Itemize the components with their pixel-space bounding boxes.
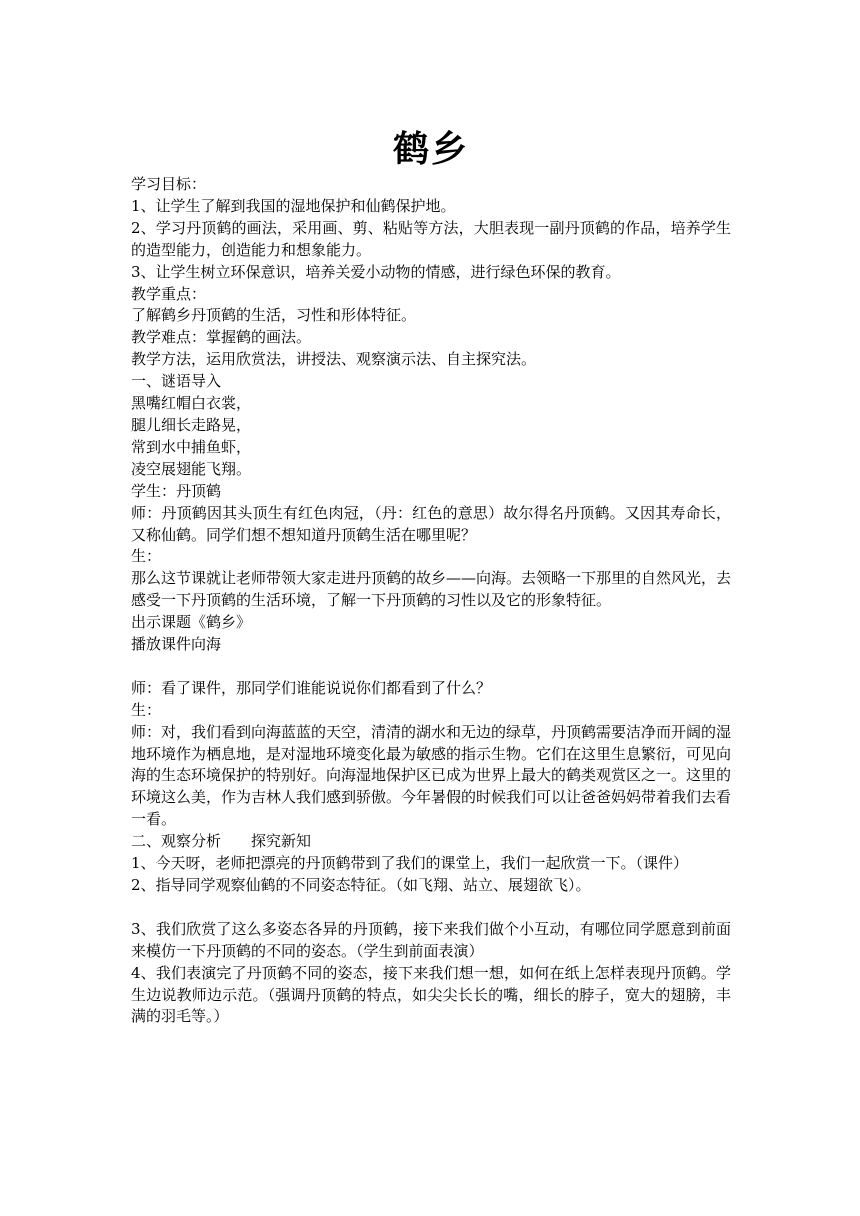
- document-body: [131, 174, 731, 1028]
- text-line: 教学重点：: [131, 284, 207, 303]
- text-line: [131, 656, 731, 678]
- text-line: 腿儿细长走路晃，: [131, 415, 252, 434]
- text-line: 凌空展翅能飞翔。: [131, 459, 252, 478]
- text-line: 教学难点：掌握鹤的画法。: [131, 328, 312, 347]
- text-line: 播放课件向海: [131, 635, 222, 654]
- text-line: 3、让学生树立环保意识，培养关爱小动物的情感，进行绿色环保的教育。: [131, 262, 621, 281]
- text-line: 生：: [131, 547, 162, 566]
- text-line: 常到水中捕鱼虾，: [131, 437, 252, 456]
- text-line: 1、今天呀，老师把漂亮的丹顶鹤带到了我们的课堂上，我们一起欣赏一下。（课件）: [131, 854, 689, 873]
- text-line: 一、谜语导入: [131, 372, 222, 391]
- text-line: 教学方法，运用欣赏法，讲授法、观察演示法、自主探究法。: [131, 350, 537, 369]
- text-line: 黑嘴红帽白衣裳，: [131, 394, 252, 413]
- text-line: 师：丹顶鹤因其头顶生有红色肉冠，（丹：红色的意思）故尔得名丹顶鹤。又因其寿命长，又称仙鹤。同学们想不想知道丹顶鹤生活在哪里呢？: [131, 503, 731, 544]
- text-line: 师：看了课件，那同学们谁能说说你们都看到了什么？: [131, 678, 492, 697]
- text-line: [131, 897, 731, 919]
- text-line: 1、让学生了解到我国的湿地保护和仙鹤保护地。: [131, 196, 456, 215]
- text-line: 出示课题《鹤乡》: [131, 613, 252, 632]
- text-line: 4、我们表演完了丹顶鹤不同的姿态，接下来我们想一想，如何在纸上怎样表现丹顶鹤。学生边说教师边示范。（强调丹顶鹤的特点，如尖尖长长的嘴，细长的脖子，宽大的翅膀，丰满的羽毛等。）: [131, 963, 731, 1026]
- text-line: 学习目标：: [131, 175, 207, 193]
- text-line: 2、学习丹顶鹤的画法，采用画、剪、粘贴等方法，大胆表现一副丹顶鹤的作品，培养学生的造型能力，创造能力和想象能力。: [131, 218, 731, 259]
- text-line: 师：对，我们看到向海蓝蓝的天空，清清的湖水和无边的绿草，丹顶鹤需要洁净而开阔的湿地环境作为栖息地，是对湿地环境变化最为敏感的指示生物。它们在这里生息繁衍，可见向海的生态环境保护的特别好。向海湿地保护区已成为世界上最大的鹤类观赏区之一。这里的环境这么美，作为吉林人我们感到骄傲。今年暑假的时候我们可以让爸爸妈妈带着我们去看一看。: [131, 722, 732, 829]
- document-page: [131, 128, 731, 1028]
- text-line: 了解鹤乡丹顶鹤的生活，习性和形体特征。: [131, 306, 417, 325]
- text-line: 那么这节课就让老师带领大家走进丹顶鹤的故乡——向海。去领略一下那里的自然风光，去感受一下丹顶鹤的生活环境，了解一下丹顶鹤的习性以及它的形象特征。: [131, 569, 732, 610]
- document-title: 鹤乡: [392, 129, 469, 170]
- text-line: 二、观察分析 探究新知: [131, 832, 312, 851]
- text-line: 生：: [131, 700, 162, 719]
- text-line: 3、我们欣赏了这么多姿态各异的丹顶鹤，接下来我们做个小互动，有哪位同学愿意到前面来模仿一下丹顶鹤的不同的姿态。（学生到前面表演）: [131, 919, 731, 960]
- text-line: 2、指导同学观察仙鹤的不同姿态特征。（如飞翔、站立、展翅欲飞）。: [131, 875, 591, 894]
- text-line: 学生：丹顶鹤: [131, 481, 222, 500]
